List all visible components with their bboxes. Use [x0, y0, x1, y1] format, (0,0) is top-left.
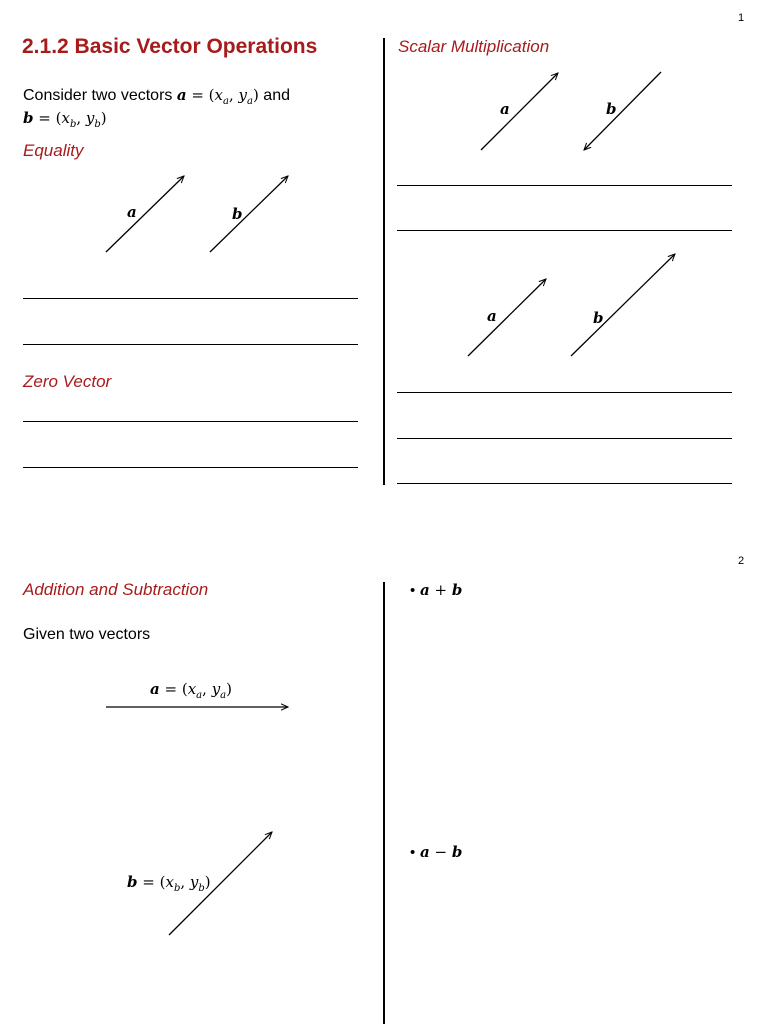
scalar-fig1-vector-b-arrow	[584, 72, 661, 150]
vector-b-definition: $b = (x_b$, $y_b$)	[23, 109, 107, 130]
scalar-fig1-vector-a-arrow	[481, 73, 558, 150]
scalar-multiplication-heading: Scalar Multiplication	[398, 37, 550, 56]
scalar-fig2-vector-a-arrow	[468, 279, 546, 356]
intro-and: and	[263, 87, 290, 104]
vector-a-definition: $a = (x_a$, $y_a$)	[176, 86, 259, 107]
equality-label-a: a	[127, 203, 137, 221]
scalar-fig2-label-a: a	[487, 307, 497, 325]
page-number-1: 1	[738, 12, 745, 24]
equality-vector-a-arrow	[106, 176, 184, 252]
page-title: 2.1.2 Basic Vector Operations	[22, 35, 318, 58]
vector-b-label: $b = (x_b$, $y_b$)	[127, 873, 211, 894]
bullet-a-plus-b: • a + b	[410, 581, 463, 599]
scalar-fig2-vector-b-arrow	[571, 254, 675, 356]
intro-lead: Consider two vectors	[23, 87, 173, 104]
bullet-a-minus-b: • a − b	[410, 843, 463, 861]
vector-a-label: $a = (x_a$, $y_a$)	[150, 680, 232, 701]
scalar-fig1-label-a: a	[500, 100, 510, 118]
given-two-vectors: Given two vectors	[23, 626, 151, 643]
zero-vector-heading: Zero Vector	[23, 372, 112, 391]
equality-label-b: b	[232, 205, 243, 223]
page-number-2: 2	[738, 555, 745, 567]
scalar-fig1-label-b: b	[606, 100, 617, 118]
equality-heading: Equality	[23, 141, 84, 160]
page2-vector-b-arrow	[169, 832, 272, 935]
addition-subtraction-heading: Addition and Subtraction	[23, 580, 209, 599]
scalar-fig2-label-b: b	[593, 309, 604, 327]
equality-vector-b-arrow	[210, 176, 288, 252]
